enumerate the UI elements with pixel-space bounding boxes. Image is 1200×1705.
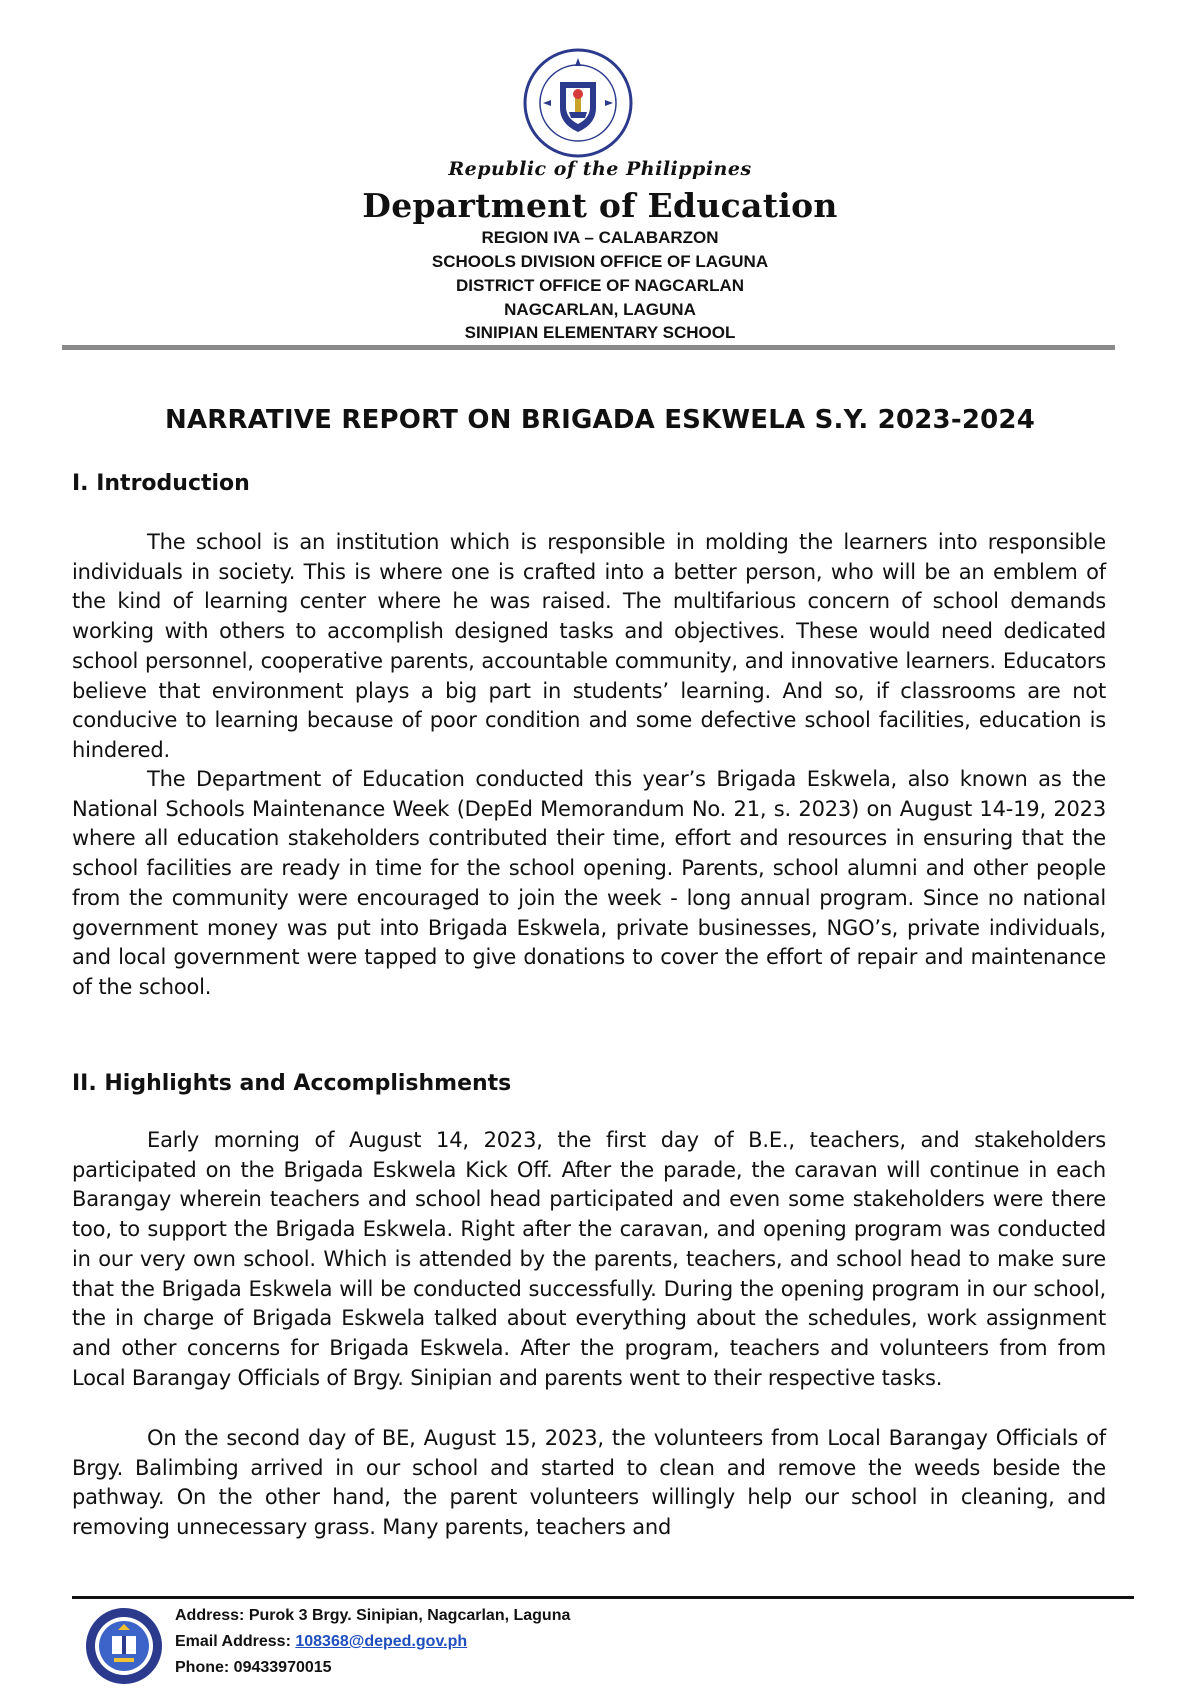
address-label: Address: xyxy=(175,1607,245,1624)
section-heading-highlights: II. Highlights and Accomplishments xyxy=(72,1071,512,1096)
header-divider xyxy=(62,345,1115,350)
paragraph: On the second day of BE, August 15, 2023, the volunteers from Local Barangay Officials of Brgy. Balimbing arrived in our school and started to clean and remove the weeds beside the pathway. On the other hand, the parent volunteers willingly help our school in cleaning, and removing unnecessary grass. Many parents, teachers and xyxy=(72,1426,1106,1540)
school-name-line: SINIPIAN ELEMENTARY SCHOOL xyxy=(464,323,736,342)
email-label: Email Address: xyxy=(175,1633,291,1650)
republic-line: Republic of the Philippines xyxy=(448,158,752,180)
region-line: REGION IVA – CALABARZON xyxy=(481,228,719,247)
page-title: NARRATIVE REPORT ON BRIGADA ESKWELA S.Y. 2023-2024 xyxy=(165,405,1035,435)
address-value: Purok 3 Brgy. Sinipian, Nagcarlan, Laguna xyxy=(248,1607,571,1624)
phone-value: 09433970015 xyxy=(233,1659,332,1676)
phone-label: Phone: xyxy=(175,1659,230,1676)
paragraph: The Department of Education conducted this year’s Brigada Eskwela, also known as the National Schools Maintenance Week (DepEd Memorandum No. 21, s. 2023) on August 14-19, 2023 where all education stakeholders contributed their time, effort and resources in ensuring that the school facilities are ready in time for the school opening. Parents, school alumni and other people from the community were encouraged to join the week - long annual program. Since no national government money was put into Brigada Eskwela, private businesses, NGO’s, private individuals, and local government were tapped to give donations to cover the effort of repair and maintenance of the school. xyxy=(72,767,1106,999)
footer-divider xyxy=(72,1596,1134,1599)
email-link[interactable]: 108368@deped.gov.ph xyxy=(295,1633,468,1650)
school-logo-icon xyxy=(84,1606,164,1686)
department-name: Department of Education xyxy=(362,186,838,225)
footer-email xyxy=(175,1633,467,1651)
municipality-line: NAGCARLAN, LAGUNA xyxy=(504,300,696,319)
deped-seal-icon xyxy=(523,48,633,158)
paragraph: Early morning of August 14, 2023, the first day of B.E., teachers, and stakeholders participated on the Brigada Eskwela Kick Off. After the parade, the caravan will continue in each Barangay wherein teachers and school head participated and even some stakeholders were there too, to support the Brigada Eskwela. Right after the caravan, and opening program was conducted in our very own school. Which is attended by the parents, teachers, and school head to make sure that the Brigada Eskwela will be conducted successfully. During the opening program in our school, the in charge of Brigada Eskwela talked about everything about the schedules, work assignment and other concerns for Brigada Eskwela. After the program, teachers and volunteers from from Local Barangay Officials of Brgy. Sinipian and parents went to their respective tasks. xyxy=(72,1128,1106,1390)
division-line: SCHOOLS DIVISION OFFICE OF LAGUNA xyxy=(431,252,769,271)
district-line: DISTRICT OFFICE OF NAGCARLAN xyxy=(455,276,745,295)
section-heading-introduction: I. Introduction xyxy=(72,471,250,496)
footer-phone xyxy=(175,1659,332,1677)
paragraph: The school is an institution which is responsible in molding the learners into responsible individuals in society. This is where one is crafted into a better person, who will be an emblem of the kind of learning center where he was raised. The multifarious concern of school demands working with others to accomplish designed tasks and objectives. These would need dedicated school personnel, cooperative parents, accountable community, and innovative learners. Educators believe that environment plays a big part in students’ learning. And so, if classrooms are not conducive to learning because of poor condition and some defective school facilities, education is hindered. xyxy=(72,530,1106,762)
footer-address xyxy=(175,1607,570,1625)
